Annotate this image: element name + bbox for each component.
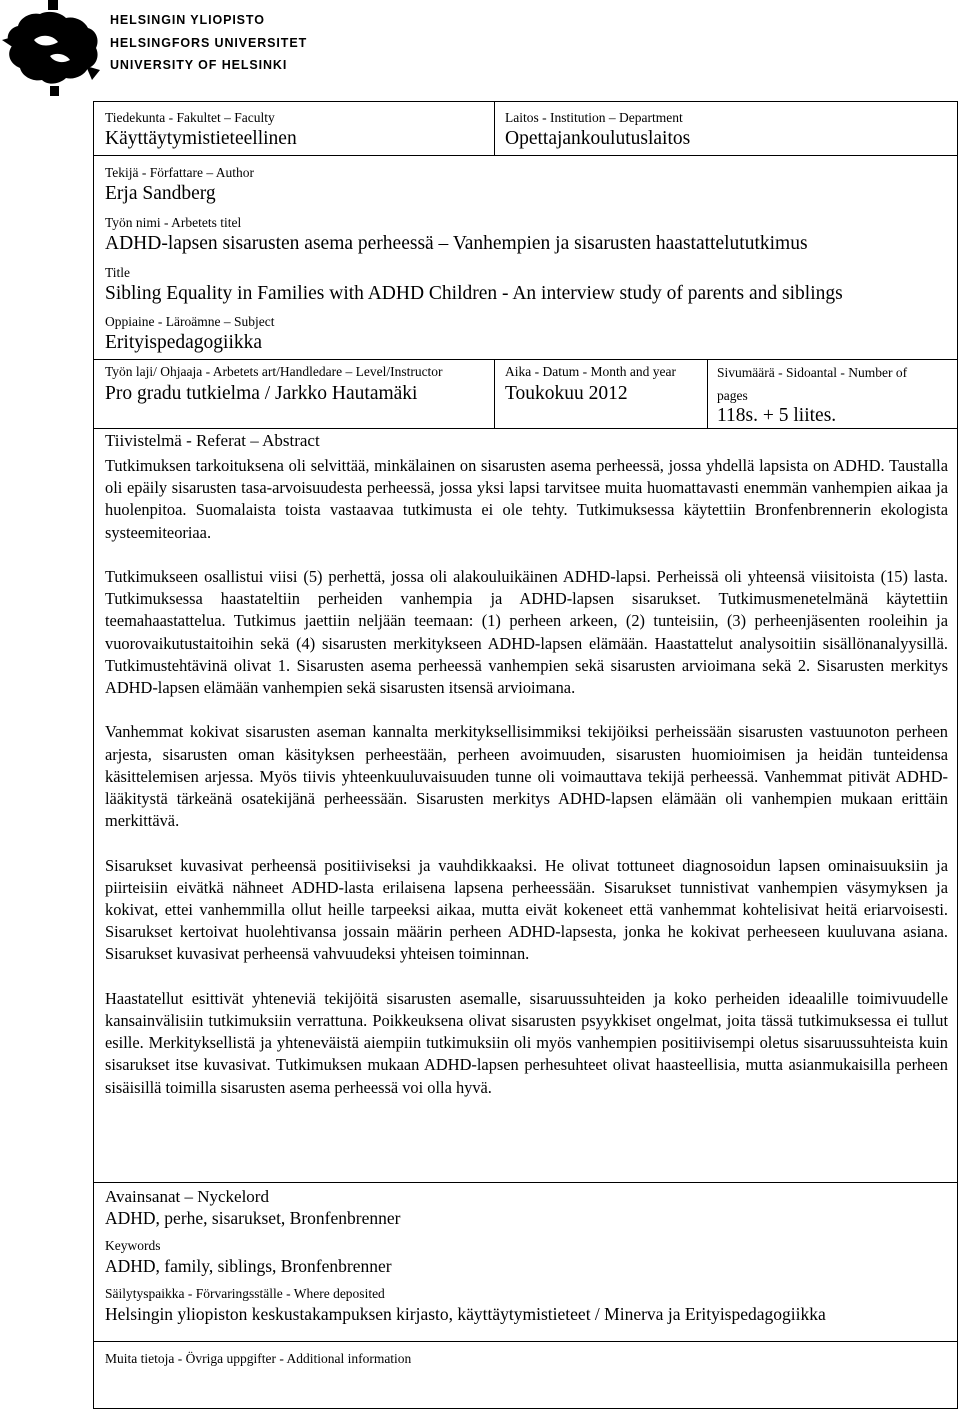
author-label: Tekijä - Författare – Author (105, 165, 255, 180)
divider (93, 359, 958, 360)
faculty-value: Käyttäytymistieteellinen (105, 128, 297, 149)
level-value: Pro gradu tutkielma / Jarkko Hautamäki (105, 383, 418, 404)
title-en-value: Sibling Equality in Families with ADHD Children - An interview study of parents and siblings (105, 283, 843, 304)
abstract-paragraph: Tutkimuksen tarkoituksena oli selvittää, minkälainen on sisarusten asema perheessä, jossa yhdellä lapsista on ADHD. Taustalla oli epäily sisarusten tasa-arvoisuudesta perheessä, jossa yksi lapsi tarvitsee muita huomattavasti enemmän vanhempien aikaa ja huolenpitoa. Suomalaista toista vastaavaa tutkimusta ei ole tehty. Tutkimuksessa käytettiin Bronfenbrennerin ekologista systeemiteoriaa. (105, 456, 948, 542)
university-logo-icon (0, 0, 102, 98)
pages-label: Sivumäärä - Sidoantal - Number of pages (717, 365, 908, 403)
date-label: Aika - Datum - Month and year (505, 364, 676, 379)
university-name-sv: HELSINGFORS UNIVERSITET (110, 35, 308, 50)
divider (494, 101, 495, 156)
level-label: Työn laji/ Ohjaaja - Arbetets art/Handledare – Level/Instructor (105, 364, 443, 379)
keywords-en-value: ADHD, family, siblings, Bronfenbrenner (105, 1256, 392, 1276)
faculty-label: Tiedekunta - Fakultet – Faculty (105, 110, 275, 125)
pages-value: 118s. + 5 liites. (717, 405, 837, 426)
department-value: Opettajankoulutuslaitos (505, 128, 691, 149)
keywords-en-label: Keywords (105, 1238, 161, 1253)
abstract-paragraph: Sisarukset kuvasivat perheensä positiiviseksi ja vauhdikkaaksi. He olivat tottuneet diagnosoidun lapsen ominaisuuksiin ja piirteisiin eivätkä nähneet ADHD-lasta erilaisena lapsena perheessään. Sisarukset tunnistivat vanhempien väsymyksen ja kokivat, ettei vanhemmilla ollut heille tarpeeksi aikaa, mutta eivät kokeneet että vanhemmat kohtelisivat heitä eriarvoisesti. Sisarukset kertoivat huolehtivansa jossain määrin perheen ADHD-lapsesta, jonka he kokivat perheeseen kuuluvana asiana. Sisarukset kuvasivat perheensä vahvuudeksi yhteisen toiminnan. (105, 855, 948, 964)
abstract-paragraph: Haastatellut esittivät yhteneviä tekijöitä sisarusten asemalle, sisaruussuhteiden ja koko perheiden ideaalille toimivuudelle kansainvälisiin tutkimuksiin verrattuna. Poikkeuksena olivat sisarusten psyykkiset ongelmat, joita tässä tutkimuksessa ei tullut esille. Merkityksellistä ja yhteneväistä aiempiin tutkimuksiin oli myös vanhempien positiivisempi oletus sisaruussuhteista kuin sisarukset itse kuvasivat. Tutkimuksen mukaan ADHD-lapsen perhesuhteet olivat haasteellisia, mutta asianmukaisilla perheen sisäisillä toimilla sisarusten asema perheessä voi olla hyvä. (105, 988, 948, 1097)
location-label: Säilytyspaikka - Förvaringsställe - Where deposited (105, 1286, 385, 1301)
divider (93, 428, 958, 429)
abstract-paragraph: Tutkimukseen osallistui viisi (5) perhettä, jossa oli alakouluikäinen ADHD-lapsi. Perheissä oli yhteensä viisitoista (15) lasta. Tutkimuksessa haastateltiin perheiden vanhempia ja ADHD-lapsen sisarukset. Tutkimusmenetelmänä käytettiin teemahaastattelua. Tutkimus jaettiin neljään teemaan: (1) perheen arkeen, (2) tunteisiin, (3) perheenjäsenten rooleihin ja vuorovaikutustaitoihin sekä (4) sisarusten merkitykseen ADHD-lapsen elämään. Haastattelut analysoitiin sisällönanalyysillä. Tutkimustehtävinä olivat 1. Sisarusten asema perheessä vanhempien sekä sisarusten arvioimana sekä 2. Sisarusten merkitys ADHD-lapsen elämään vanhempien sekä sisarusten itsensä arvioimana. (105, 567, 948, 698)
abstract-paragraph: Vanhemmat kokivat sisarusten aseman kannalta merkityksellisimmiksi tekijöiksi perheissään sisarusten vastuunoton perheen arjesta, sisarusten oman käsityksen perheestään, perheen avoimuuden, sisarusten huomioimisen ja heidän tunteidensa käsittelemisen arjessa. Myös tiivis yhteenkuuluvaisuuden tunne oli voimauttava tekijä perheessä. Vanhemmat pitivät ADHD-lääkitystä tärkeänä osatekijänä perheessään. Sisarusten merkitys ADHD-lapsen elämään oli vanhempien mukaan erittäin merkittävä. (105, 722, 948, 831)
author-value: Erja Sandberg (105, 183, 216, 204)
abstract-body (105, 455, 948, 1099)
university-name-en: UNIVERSITY OF HELSINKI (110, 58, 288, 72)
date-value: Toukokuu 2012 (505, 383, 628, 404)
divider (494, 359, 495, 429)
location-value: Helsingin yliopiston keskustakampuksen kirjasto, käyttäytymistieteet / Minerva ja Erityispedagogiikka (105, 1304, 826, 1324)
divider (93, 1341, 958, 1342)
university-names (110, 9, 307, 77)
divider (93, 1182, 958, 1183)
subject-label: Oppiaine - Läroämne – Subject (105, 314, 275, 329)
work-title-value: ADHD-lapsen sisarusten asema perheessä – Vanhempien ja sisarusten haastattelututkimus (105, 233, 808, 254)
divider (707, 359, 708, 429)
department-label: Laitos - Institution – Department (505, 110, 683, 125)
university-name-fi: HELSINGIN YLIOPISTO (110, 13, 265, 27)
work-title-label: Työn nimi - Arbetets titel (105, 215, 242, 230)
keywords-fi-value: ADHD, perhe, sisarukset, Bronfenbrenner (105, 1208, 401, 1228)
title-en-label: Title (105, 265, 131, 280)
document-header (0, 0, 960, 100)
abstract-label: Tiivistelmä - Referat – Abstract (105, 431, 320, 450)
subject-value: Erityispedagogiikka (105, 332, 263, 353)
divider (93, 155, 958, 156)
additional-info-label: Muita tietoja - Övriga uppgifter - Additional information (105, 1351, 412, 1366)
keywords-fi-label: Avainsanat – Nyckelord (105, 1187, 269, 1206)
